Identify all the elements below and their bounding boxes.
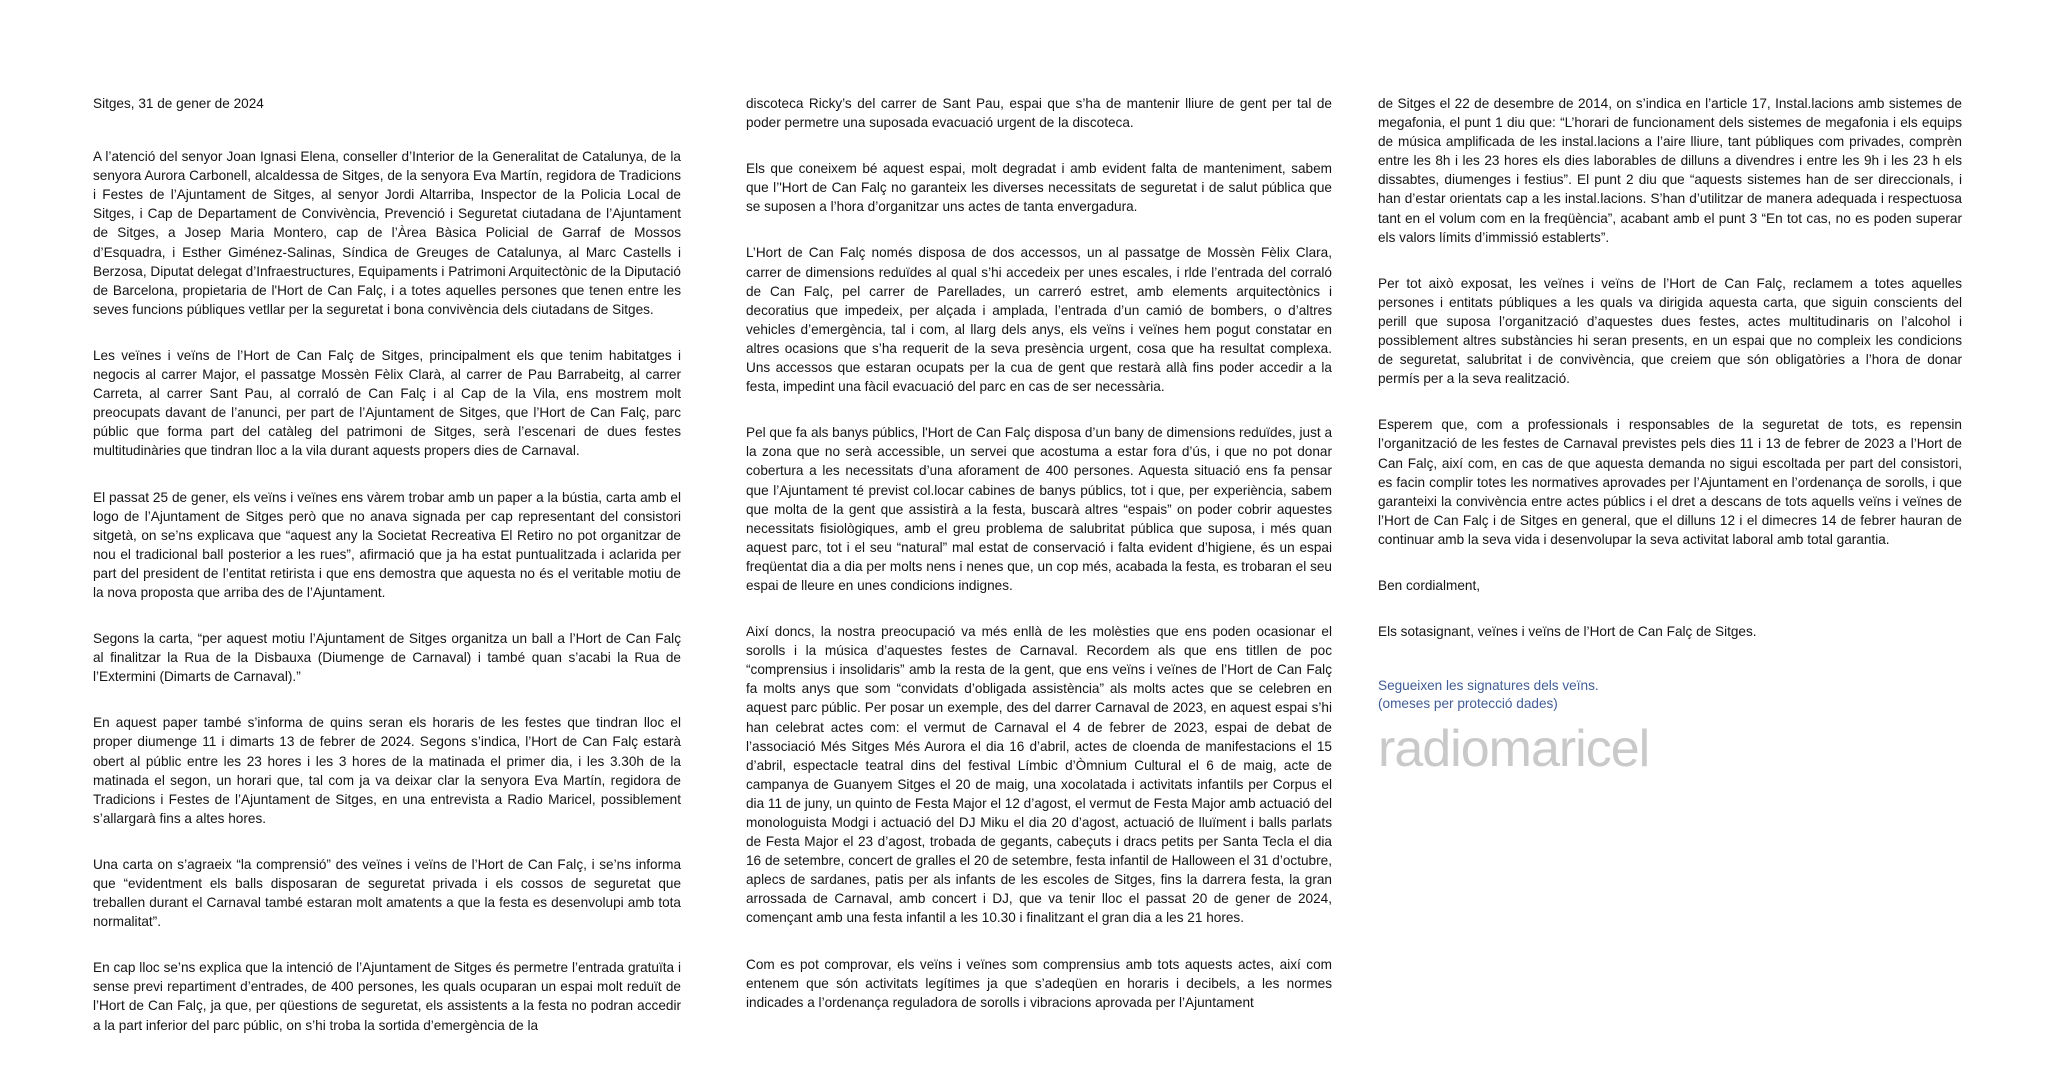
letter-paragraph: Pel que fa als banys públics, l'Hort de Can Falç disposa d’un bany de dimensions reduïdes, just a la zona que no serà accessible, un servei que acostuma a estar fora d’ús, i que no pot donar cobertura a les necessitats d’una aforament de 400 persones. Aquesta situació ens fa pensar que l’Ajuntament té previst col.locar cabines de banys públics, tot i que, per experiència, sabem que molta de la gent que assistirà a la festa, buscarà altres “espais” on poder cobrir aquestes necessitats fisiològiques, amb el greu problema de salubritat pública que suposa, i més quan aquest parc, tot i el seu “natural” mal estat de conservació i falta evident d’higiene, és un espai freqüentat dia a dia per molts nens i nenes que, un cop més, acabada la festa, es trobaran el seu espai de lleure en unes condicions indignes. (746, 425, 1332, 593)
letter-paragraph: En aquest paper també s’informa de quins seran els horaris de les festes que tindran lloc el proper diumenge 11 i dimarts 13 de febrer de 2024. Segons s’indica, l’Hort de Can Falç estarà obert al públic entre les 23 hores i les 3 hores de la matinada el primer dia, i les 3.30h de la matinada el segon, un horari que, tal com ja va deixar clar la senyora Eva Martín, regidora de Tradicions i Festes de l’Ajuntament de Sitges, en una entrevista a Radio Maricel, possiblement s’allargarà fins a altes hores. (93, 715, 681, 826)
letter-paragraph: de Sitges el 22 de desembre de 2014, on s’indica en l’article 17, Instal.lacions amb sistemes de megafonia, el punt 1 diu que: “L’horari de funcionament dels sistemes de megafonia i els equips de música amplificada de les instal.lacions a l’aire lliure, tant públiques com privades, comprèn entre les 8h i les 23 hores els dies laborables de dilluns a divendres i entre les 9h i les 23 h els dissabtes, diumenges i festius”. El punt 2 diu que “aquests sistemes han de ser direccionals, i han d’estar orientats cap a les instal.lacions. S’han d’utilitzar de manera adequada i respectuosa tant en el volum com en la freqüència”, acabant amb el punt 3 “En tot cas, no es poden superar els valors límits d’immissió establerts”. (1378, 96, 1962, 245)
letter-paragraph: Les veïnes i veïns de l’Hort de Can Falç de Sitges, principalment els que tenim habitatges i negocis al carrer Major, el passatge Mossèn Fèlix Clarà, al carrer de Pau Barrabeitg, al carrer Carreta, al carrer Sant Pau, al corraló de Can Falç i al Cap de la Vila, ens mostrem molt preocupats davant de l’anunci, per part de l’Ajuntament de Sitges, que l’Hort de Can Falç, parc públic que forma part del catàleg del patrimoni de Sitges, serà l’escenari de dues festes multitudinàries que tindran lloc a la vila durant aquests propers dies de Carnaval. (93, 347, 681, 459)
letter-paragraph: Segons la carta, “per aquest motiu l’Ajuntament de Sitges organitza un ball a l’Hort de Can Falç al finalitzar la Rua de la Disbauxa (Diumenge de Carnaval) i també quan s’acabi la Rua de l’Extermini (Dimarts de Carnaval).” (93, 631, 681, 685)
letter-paragraph: El passat 25 de gener, els veïns i veïnes ens vàrem trobar amb un paper a la bústia, carta amb el logo de l’Ajuntament de Sitges però que no anava signada per cap representant del consistori sitgetà, on se’ns explicava que “aquest any la Societat Recreativa El Retiro no pot organitzar de nou el tradicional ball posterior a les rues”, afirmació que ja ha estat puntualitzada i aclarida per part del president de l’entitat retirista i que ens demostra que aquesta no és el veritable motiu de la nova proposta que arriba des de l’Ajuntament. (93, 489, 681, 600)
letter-paragraph: Els que coneixem bé aquest espai, molt degradat i amb evident falta de manteniment, sabem que l’'Hort de Can Falç no garanteix les diverses necessitats de seguretat i de salut pública que se suposen a l’hora d’organitzar uns actes de tanta envergadura. (746, 161, 1332, 215)
letter-paragraph: En cap lloc se’ns explica que la intenció de l’Ajuntament de Sitges és permetre l’entrada gratuïta i sense previ repartiment d’entrades, de 400 persones, les quals ocuparan un espai molt reduït de l’Hort de Can Falç, ja que, per qüestions de seguretat, els assistents a la festa no podran accedir a la part inferior del parc públic, on s’hi troba la sortida d’emergència de la (93, 960, 681, 1033)
letter-paragraph: discoteca Ricky’s del carrer de Sant Pau, espai que s’ha de mantenir lliure de gent per tal de poder permetre una suposada evacuació urgent de la discoteca. (746, 96, 1332, 131)
letter-column-1 (93, 94, 681, 1054)
letter-paragraph: Per tot això exposat, les veïnes i veïns de l’Hort de Can Falç, reclamem a totes aquelles persones i entitats públiques a les quals va dirigida aquesta carta, que siguin conscients del perill que suposa l’organització d’aquestes dues festes, actes multitudinaris on l’alcohol i possiblement altres substàncies hi seran presents, en un espai que no compleix les condicions de seguretat, salubritat i de convivència, que creiem que són obligatòries a l’hora de donar permís per a la seva realització. (1378, 275, 1962, 387)
radiomaricel-watermark-logo: radiomaricel (1378, 720, 1650, 779)
signature-note (1378, 677, 1962, 713)
signature-note-line: Segueixen les signatures dels veïns. (1378, 678, 1599, 694)
letter-closing: Ben cordialment, (1378, 577, 1481, 593)
letter-paragraph: Com es pot comprovar, els veïns i veïnes som comprensius amb tots aquests actes, així com entenem que són activitats legítimes ja que s’adeqüen en horaris i decibels, a les normes indicades a l’ordenança reguladora de sorolls i vibracions aprovada per l’Ajuntament (746, 956, 1332, 1010)
letter-signatories: Els sotasignant, veïnes i veïns de l’Hort de Can Falç de Sitges. (1378, 624, 1757, 640)
signature-note-line: (omeses per protecció dades) (1378, 696, 1558, 712)
letter-paragraph: Així doncs, la nostra preocupació va més enllà de les molèsties que ens poden ocasionar el sorolls i la música d’aquestes festes de Carnaval. Recordem als que ens titllen de poc “comprensius i insolidaris” amb la resta de la gent, que ens veïns i veïnes de l’Hort de Can Falç fa molts anys que som “convidats d’obligada assistència” als molts actes que se celebren en aquest parc públic. Per posar un exemple, des del darrer Carnaval de 2023, en aquest espai s’hi han celebrat actes com: el vermut de Carnaval el 4 de febrer de 2023, espai de debat de l’associació Més Sitges Més Aurora el dia 16 d’abril, actes de cloenda de manifestacions el 15 d’abril, espectacle teatral dins del festival Límbic d’Òmnium Cultural el 6 de maig, acte de campanya de Guanyem Sitges el 20 de maig, una xocolatada i activitats infantils per Corpus el dia 11 de juny, un quinto de Festa Major el 12 d’agost, el vermut de Festa Major amb actuació del monologuista Modgi i actuació del DJ Miku el dia 20 d’agost, actuació de lluïment i balls parlats de Festa Major el 23 d’agost, trobada de gegants, cabeçuts i dracs petits per Santa Tecla el dia 16 de setembre, concert de gralles el 20 de setembre, festa infantil de Halloween el 31 d’octubre, aplecs de sardanes, patis per als infants de les escoles de Sitges, fins la darrera festa, la gran arrossada de Carnaval, amb concert i DJ, que va tenir lloc el passat 20 de gener de 2024, començant amb una festa infantil a les 10.30 i finalitzant el gran dia a les 21 hores. (746, 624, 1332, 926)
letter-paragraph: Una carta on s’agraeix “la comprensió” des veïnes i veïns de l’Hort de Can Falç, i se’ns informa que “evidentment els balls disposaran de seguretat privada i els cossos de seguretat que treballen durant el Carnaval també estaran molt amatents a que la festa es desenvolupi amb tota normalitat”. (93, 856, 681, 930)
letter-column-2 (746, 94, 1332, 1031)
letter-paragraph: A l’atenció del senyor Joan Ignasi Elena, conseller d’Interior de la Generalitat de Catalunya, de la senyora Aurora Carbonell, alcaldessa de Sitges, de la senyora Eva Martín, regidora de Tradicions i Festes de l’Ajuntament de Sitges, al senyor Jordi Altarriba, Inspector de la Policia Local de Sitges, i Cap de Departament de Convivència, Prevenció i Seguretat ciutadana de l’Ajuntament de Sitges, a Josep Maria Montero, cap de l’Àrea Bàsica Policial de Garraf de Mossos d’Esquadra, i Esther Giménez-Salinas, Síndica de Greuges de Catalunya, al Marc Castells i Berzosa, Diputat delegat d’Infraestructures, Equipaments i Patrimoni Arquitectònic de la Diputació de Barcelona, propietaria de l'Hort de Can Falç, i a totes aquelles persones que tenen entre les seves funcions públiques vetllar per la seguretat i bona convivència dels ciutadans de Sitges. (93, 149, 681, 317)
letter-date: Sitges, 31 de gener de 2024 (93, 96, 264, 111)
letter-paragraph: Esperem que, com a professionals i responsables de la seguretat de tots, es repensin l’organització de les festes de Carnaval previstes pels dies 11 i 13 de febrer de 2023 a l’Hort de Can Falç, així com, en cas de que aquesta demanda no sigui escoltada per part del consistori, es facin complir totes les normatives aprovades per l’Ajuntament en l’ordenança de sorolls, i que garanteixi la convivència entre actes públics i el dret a descans de tots aquells veïns i veïnes de l’Hort de Can Falç i de Sitges en general, que el dilluns 12 i el dimecres 14 de febrer hauran de continuar amb la seva vida i desenvolupar la seva activitat laboral amb total garantia. (1378, 417, 1962, 547)
letter-paragraph: L’Hort de Can Falç només disposa de dos accessos, un al passatge de Mossèn Fèlix Clara, carrer de dimensions reduïdes al qual s’hi accedeix per unes escales, i rlde l’entrada del corraló de Can Falç, pel carrer de Parellades, un carreró estret, amb elements arquitectònics i decoratius que impedeix, per alçada i amplada, l’entrada d’un camió de bombers, o d’altres vehicles d’emergència, tal i com, al llarg dels anys, els veïns i veïnes hem pogut constatar en altres ocasions que s’ha requerit de la seva presència urgent, cosa que ha resultat complexa. Uns accessos que estaran ocupats per la cua de gent que restarà allà fins poder accedir a la festa, impedint una fàcil evacuació del parc en cas de ser necessària. (746, 245, 1332, 395)
letter-column-3 (1378, 94, 1962, 779)
